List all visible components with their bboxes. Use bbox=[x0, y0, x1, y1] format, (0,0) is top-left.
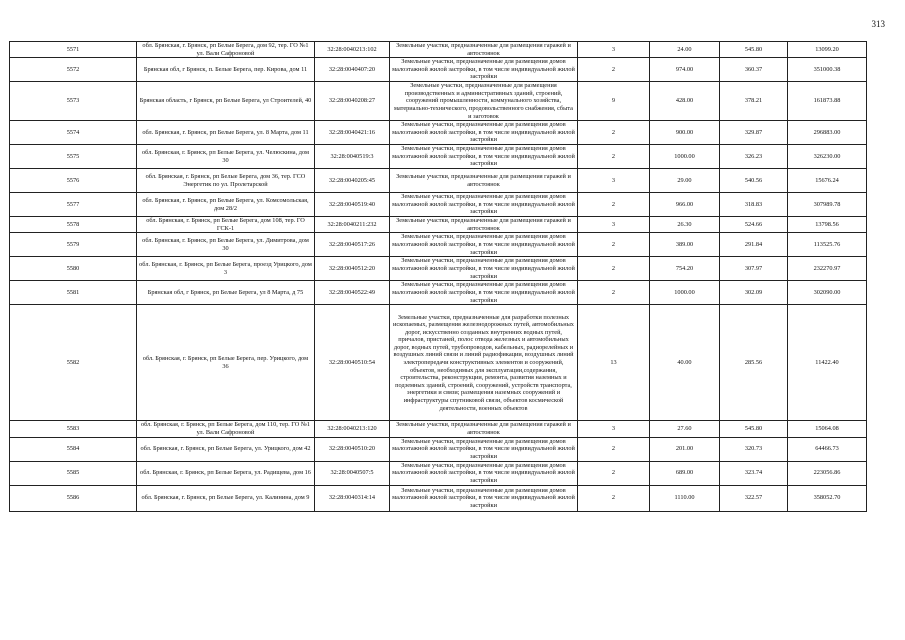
area-cell: 1110.00 bbox=[650, 485, 720, 511]
total-value-cell: 307989.78 bbox=[788, 193, 867, 217]
address-cell: обл. Брянская, г. Брянск, рп Белые Берега, ул. Радищева, дом 16 bbox=[137, 461, 315, 485]
area-cell: 40.00 bbox=[650, 305, 720, 421]
land-use-cell: Земельные участки, предназначенные для размещения гаражей и автостоянок bbox=[390, 421, 578, 437]
land-use-cell: Земельные участки, предназначенные для разработки полезных ископаемых, размещения железнодорожных путей, автомобильных дорог, искусственно созданных внутренних водных путей, причалов, пристаней, полос отвода железных и автомобильных дорог, водных путей, трубопроводов, кабельных, радиорелейных и воздушных линий связи и линий радиофикации, воздушных линий электропередачи конструктивных элементов и сооружений, объектов, необходимых для эксплуатации,содержания, строительства, реконструкции, ремонта, развития наземных и подземных зданий, строений, сооружений, устройств транспорта, энергетики и связи; размещения наземных сооружений и инфраструктуры спутниковой связи, объектов космической деятельности, военных объектов bbox=[390, 305, 578, 421]
group-cell: 2 bbox=[578, 281, 650, 305]
table-row bbox=[10, 461, 867, 485]
row-number: 5571 bbox=[10, 42, 137, 58]
table-row bbox=[10, 257, 867, 281]
total-value-cell: 302090.00 bbox=[788, 281, 867, 305]
group-cell: 2 bbox=[578, 233, 650, 257]
cadastral-number-cell: 32:28:0040213:102 bbox=[315, 42, 390, 58]
cadastral-number-cell: 32:28:0040507:5 bbox=[315, 461, 390, 485]
cadastral-number-cell: 32:28:0040208:27 bbox=[315, 82, 390, 121]
land-use-cell: Земельные участки, предназначенные для размещения домов малоэтажной жилой застройки, в том числе индивидуальной жилой застройки bbox=[390, 485, 578, 511]
address-cell: обл. Брянская, г. Брянск, рп Белые Берега, дом 92, тер. ГО №1 ул. Вали Сафроновой bbox=[137, 42, 315, 58]
area-cell: 29.00 bbox=[650, 169, 720, 193]
group-cell: 2 bbox=[578, 461, 650, 485]
row-number: 5583 bbox=[10, 421, 137, 437]
group-cell: 2 bbox=[578, 257, 650, 281]
rate-cell: 545.80 bbox=[720, 421, 788, 437]
total-value-cell: 64466.73 bbox=[788, 437, 867, 461]
address-cell: обл. Брянская, г. Брянск, рп Белые Берега, проезд Урицкого, дом 3 bbox=[137, 257, 315, 281]
cadastral-number-cell: 32:28:0040522:49 bbox=[315, 281, 390, 305]
total-value-cell: 351000.38 bbox=[788, 58, 867, 82]
land-use-cell: Земельные участки, предназначенные для размещения домов малоэтажной жилой застройки, в том числе индивидуальной жилой застройки bbox=[390, 58, 578, 82]
land-use-cell: Земельные участки, предназначенные для размещения домов малоэтажной жилой застройки, в том числе индивидуальной жилой застройки bbox=[390, 281, 578, 305]
land-use-cell: Земельные участки, предназначенные для размещения домов малоэтажной жилой застройки, в том числе индивидуальной жилой застройки bbox=[390, 145, 578, 169]
rate-cell: 360.37 bbox=[720, 58, 788, 82]
rate-cell: 318.83 bbox=[720, 193, 788, 217]
total-value-cell: 11422.40 bbox=[788, 305, 867, 421]
total-value-cell: 326230.00 bbox=[788, 145, 867, 169]
address-cell: Брянская обл, г Брянск, п. Белые Берега, пер. Кирова, дом 11 bbox=[137, 58, 315, 82]
group-cell: 2 bbox=[578, 193, 650, 217]
address-cell: Брянская область, г Брянск, рп Белые Берега, ул Строителей, 40 bbox=[137, 82, 315, 121]
address-cell: обл. Брянская, г. Брянск, рп Белые Берега, ул. Димитрова, дом 30 bbox=[137, 233, 315, 257]
area-cell: 974.00 bbox=[650, 58, 720, 82]
land-use-cell: Земельные участки, предназначенные для размещения домов малоэтажной жилой застройки, в том числе индивидуальной жилой застройки bbox=[390, 193, 578, 217]
area-cell: 201.00 bbox=[650, 437, 720, 461]
total-value-cell: 296883.00 bbox=[788, 121, 867, 145]
row-number: 5578 bbox=[10, 217, 137, 233]
rate-cell: 524.66 bbox=[720, 217, 788, 233]
total-value-cell: 161873.88 bbox=[788, 82, 867, 121]
table-row bbox=[10, 281, 867, 305]
row-number: 5575 bbox=[10, 145, 137, 169]
area-cell: 26.30 bbox=[650, 217, 720, 233]
address-cell: обл. Брянская, г. Брянск, рп Белые Берега, дом 108, тер. ГО ГСК-1 bbox=[137, 217, 315, 233]
table-row bbox=[10, 42, 867, 58]
row-number: 5586 bbox=[10, 485, 137, 511]
land-use-cell: Земельные участки, предназначенные для размещения гаражей и автостоянок bbox=[390, 217, 578, 233]
cadastral-number-cell: 32:28:0040205:45 bbox=[315, 169, 390, 193]
land-use-cell: Земельные участки, предназначенные для размещения домов малоэтажной жилой застройки, в том числе индивидуальной жилой застройки bbox=[390, 461, 578, 485]
group-cell: 2 bbox=[578, 58, 650, 82]
group-cell: 2 bbox=[578, 437, 650, 461]
address-cell: обл. Брянская, г. Брянск, рп Белые Берега, дом 36, тер. ГСО Энергетик по ул. Пролетарской bbox=[137, 169, 315, 193]
land-use-cell: Земельные участки, предназначенные для размещения домов малоэтажной жилой застройки, в том числе индивидуальной жилой застройки bbox=[390, 257, 578, 281]
area-cell: 389.00 bbox=[650, 233, 720, 257]
rate-cell: 320.73 bbox=[720, 437, 788, 461]
group-cell: 3 bbox=[578, 169, 650, 193]
area-cell: 900.00 bbox=[650, 121, 720, 145]
group-cell: 13 bbox=[578, 305, 650, 421]
row-number: 5576 bbox=[10, 169, 137, 193]
cadastral-number-cell: 32:28:0040519:3 bbox=[315, 145, 390, 169]
group-cell: 9 bbox=[578, 82, 650, 121]
row-number: 5581 bbox=[10, 281, 137, 305]
total-value-cell: 223056.86 bbox=[788, 461, 867, 485]
rate-cell: 307.97 bbox=[720, 257, 788, 281]
table-row bbox=[10, 217, 867, 233]
land-use-cell: Земельные участки, предназначенные для размещения домов малоэтажной жилой застройки, в том числе индивидуальной жилой застройки bbox=[390, 233, 578, 257]
area-cell: 689.00 bbox=[650, 461, 720, 485]
cadastral-number-cell: 32:28:0040510:20 bbox=[315, 437, 390, 461]
table-row bbox=[10, 82, 867, 121]
group-cell: 2 bbox=[578, 145, 650, 169]
cadastral-number-cell: 32:28:0040211:232 bbox=[315, 217, 390, 233]
area-cell: 966.00 bbox=[650, 193, 720, 217]
area-cell: 754.20 bbox=[650, 257, 720, 281]
rate-cell: 323.74 bbox=[720, 461, 788, 485]
table-row bbox=[10, 58, 867, 82]
table-row bbox=[10, 233, 867, 257]
address-cell: обл. Брянская, г. Брянск, рп Белые Берега, ул. Челюскина, дом 30 bbox=[137, 145, 315, 169]
row-number: 5574 bbox=[10, 121, 137, 145]
cadastral-number-cell: 32:28:0040512:20 bbox=[315, 257, 390, 281]
table-body bbox=[10, 42, 867, 512]
row-number: 5577 bbox=[10, 193, 137, 217]
area-cell: 428.00 bbox=[650, 82, 720, 121]
row-number: 5579 bbox=[10, 233, 137, 257]
land-use-cell: Земельные участки, предназначенные для размещения гаражей и автостоянок bbox=[390, 169, 578, 193]
group-cell: 2 bbox=[578, 121, 650, 145]
table-row bbox=[10, 169, 867, 193]
total-value-cell: 113525.76 bbox=[788, 233, 867, 257]
area-cell: 27.60 bbox=[650, 421, 720, 437]
page-number: 313 bbox=[871, 19, 885, 29]
table-row bbox=[10, 305, 867, 421]
group-cell: 2 bbox=[578, 485, 650, 511]
address-cell: обл. Брянская, г. Брянск, рп Белые Берега, дом 110, тер. ГО №1 ул. Вали Сафроновой bbox=[137, 421, 315, 437]
row-number: 5584 bbox=[10, 437, 137, 461]
area-cell: 24.00 bbox=[650, 42, 720, 58]
rate-cell: 291.84 bbox=[720, 233, 788, 257]
address-cell: обл. Брянская, г. Брянск, рп Белые Берега, ул. 8 Марта, дом 11 bbox=[137, 121, 315, 145]
total-value-cell: 13798.56 bbox=[788, 217, 867, 233]
row-number: 5573 bbox=[10, 82, 137, 121]
total-value-cell: 232270.97 bbox=[788, 257, 867, 281]
table-row bbox=[10, 121, 867, 145]
row-number: 5582 bbox=[10, 305, 137, 421]
cadastral-number-cell: 32:28:0040314:14 bbox=[315, 485, 390, 511]
group-cell: 3 bbox=[578, 42, 650, 58]
table-row bbox=[10, 485, 867, 511]
rate-cell: 540.56 bbox=[720, 169, 788, 193]
cadastral-number-cell: 32:28:0040213:120 bbox=[315, 421, 390, 437]
row-number: 5572 bbox=[10, 58, 137, 82]
area-cell: 1000.00 bbox=[650, 281, 720, 305]
rate-cell: 302.09 bbox=[720, 281, 788, 305]
address-cell: Брянская обл, г Брянск, рп Белые Берега, ул 8 Марта, д 75 bbox=[137, 281, 315, 305]
row-number: 5580 bbox=[10, 257, 137, 281]
table-row bbox=[10, 193, 867, 217]
land-use-cell: Земельные участки, предназначенные для размещения домов малоэтажной жилой застройки, в том числе индивидуальной жилой застройки bbox=[390, 437, 578, 461]
area-cell: 1000.00 bbox=[650, 145, 720, 169]
row-number: 5585 bbox=[10, 461, 137, 485]
rate-cell: 326.23 bbox=[720, 145, 788, 169]
land-use-cell: Земельные участки, предназначенные для размещения гаражей и автостоянок bbox=[390, 42, 578, 58]
group-cell: 3 bbox=[578, 217, 650, 233]
land-registry-table bbox=[9, 41, 867, 512]
rate-cell: 378.21 bbox=[720, 82, 788, 121]
table-row bbox=[10, 437, 867, 461]
cadastral-number-cell: 32:28:0040519:40 bbox=[315, 193, 390, 217]
cadastral-number-cell: 32:28:0040517:26 bbox=[315, 233, 390, 257]
address-cell: обл. Брянская, г. Брянск, рп Белые Берега, пер. Урицкого, дом 36 bbox=[137, 305, 315, 421]
land-use-cell: Земельные участки, предназначенные для размещения домов малоэтажной жилой застройки, в том числе индивидуальной жилой застройки bbox=[390, 121, 578, 145]
group-cell: 3 bbox=[578, 421, 650, 437]
address-cell: обл. Брянская, г. Брянск, рп Белые Берега, ул. Комсомольская, дом 28/2 bbox=[137, 193, 315, 217]
table-row bbox=[10, 421, 867, 437]
cadastral-number-cell: 32:28:0040407:20 bbox=[315, 58, 390, 82]
address-cell: обл. Брянская, г. Брянск, рп Белые Берега, ул. Урицкого, дом 42 bbox=[137, 437, 315, 461]
land-use-cell: Земельные участки, предназначенные для размещения производственных и административных зданий, строений, сооружений промышленности, коммунального хозяйства, материально-технического, продовольственного снабжения, сбыта и заготовок bbox=[390, 82, 578, 121]
table-row bbox=[10, 145, 867, 169]
rate-cell: 329.87 bbox=[720, 121, 788, 145]
rate-cell: 285.56 bbox=[720, 305, 788, 421]
total-value-cell: 15676.24 bbox=[788, 169, 867, 193]
rate-cell: 322.57 bbox=[720, 485, 788, 511]
cadastral-number-cell: 32:28:0040510:54 bbox=[315, 305, 390, 421]
cadastral-number-cell: 32:28:0040421:16 bbox=[315, 121, 390, 145]
total-value-cell: 15064.08 bbox=[788, 421, 867, 437]
rate-cell: 545.80 bbox=[720, 42, 788, 58]
total-value-cell: 13099.20 bbox=[788, 42, 867, 58]
total-value-cell: 358052.70 bbox=[788, 485, 867, 511]
address-cell: обл. Брянская, г. Брянск, рп Белые Берега, ул. Калинина, дом 9 bbox=[137, 485, 315, 511]
